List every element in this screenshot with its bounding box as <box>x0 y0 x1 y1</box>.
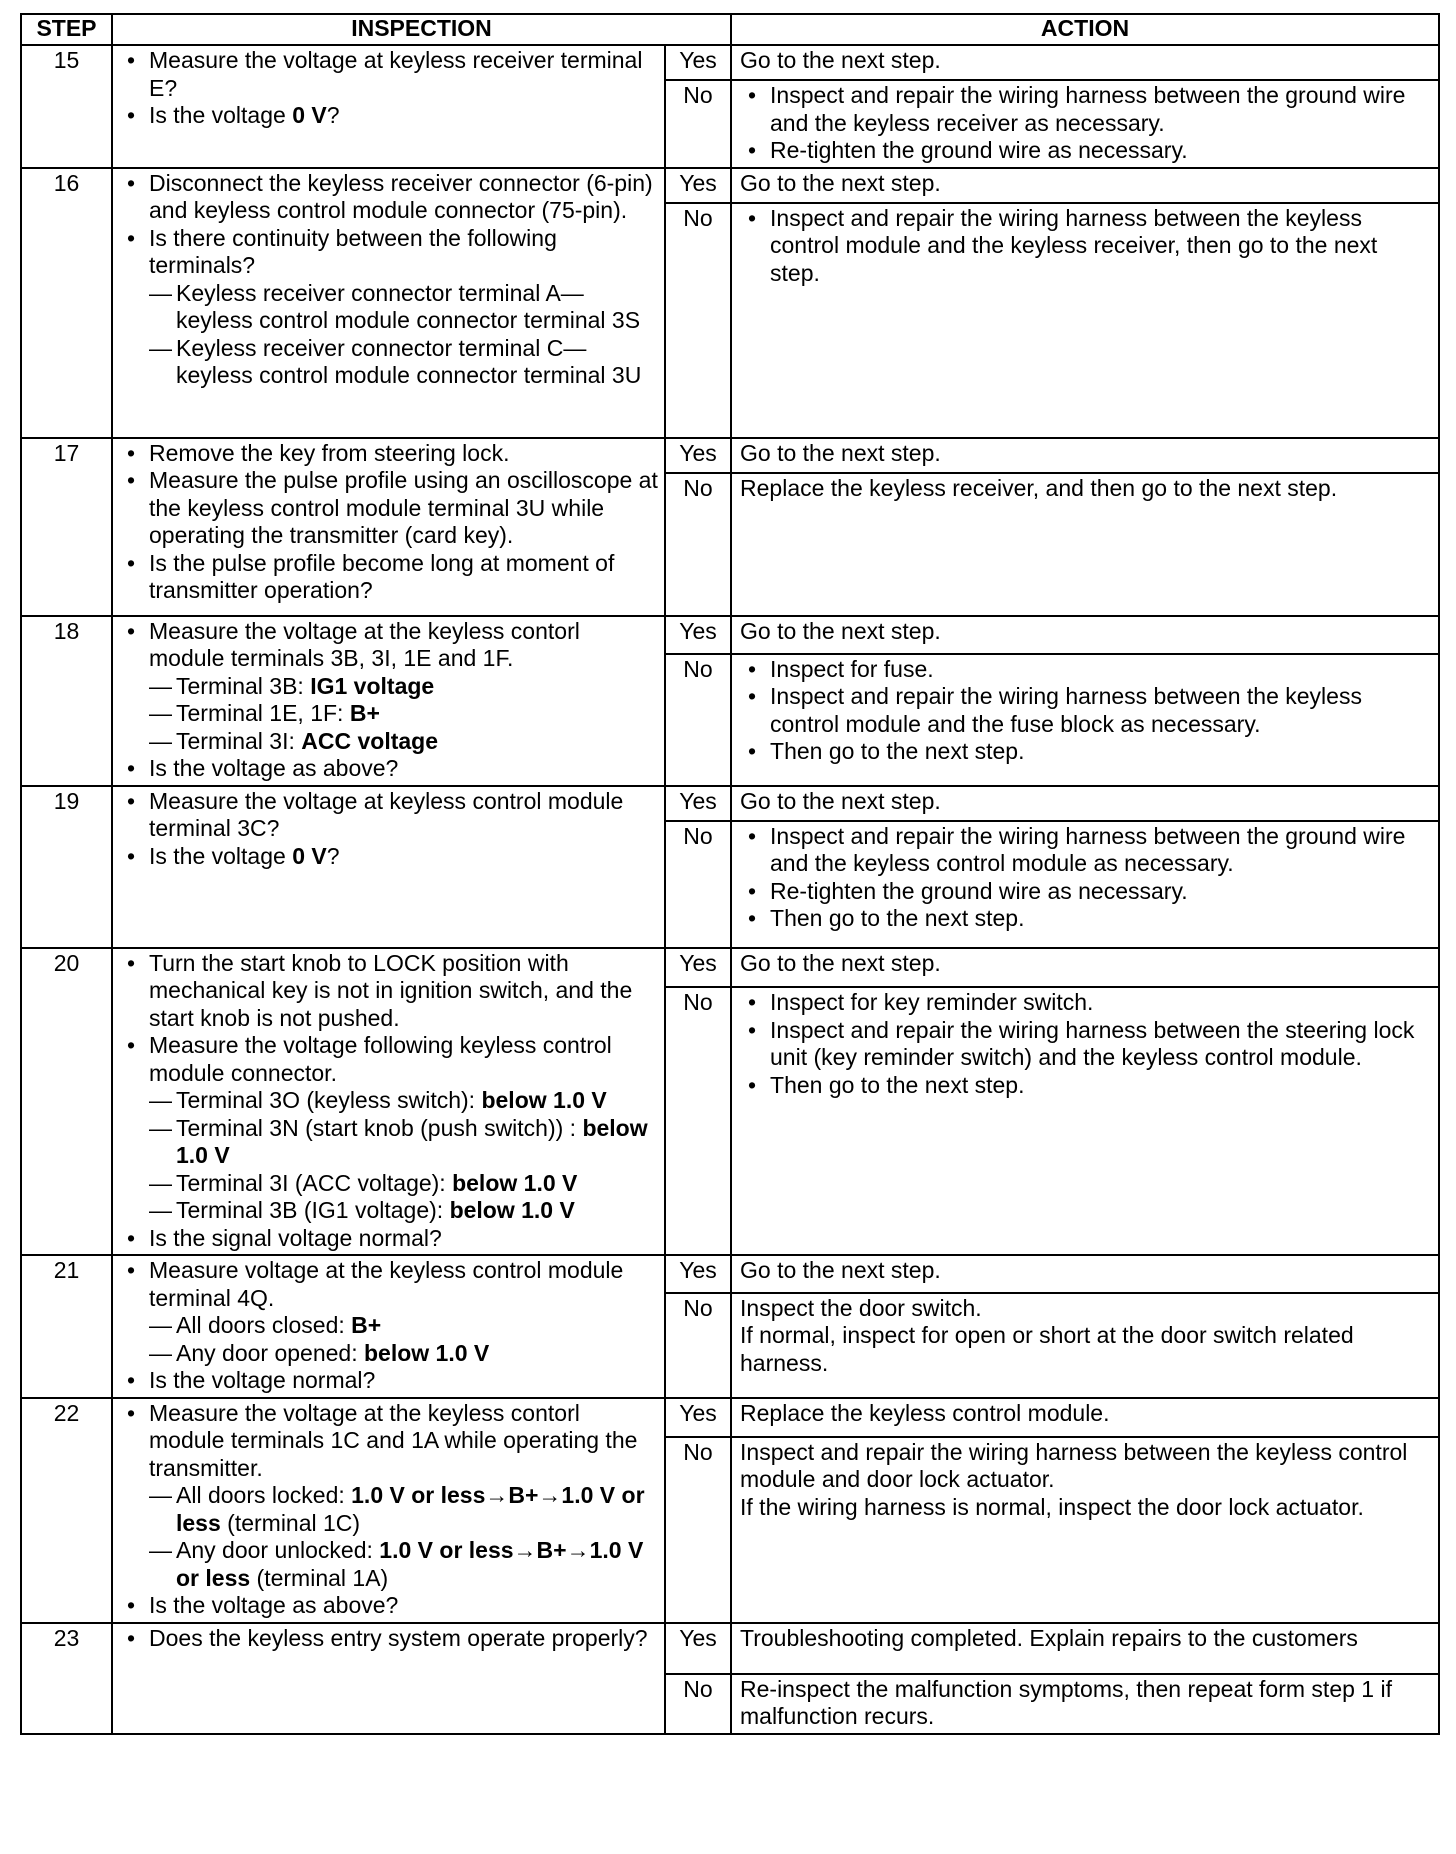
table-row <box>21 45 1439 80</box>
text-segment: 0 V <box>292 102 327 128</box>
yes-label: Yes <box>665 1255 731 1293</box>
inspection-subitem <box>119 1482 658 1537</box>
text-segment: Disconnect the keyless receiver connector (6-pin) and keyless control module connector (75-pin). <box>149 169 653 223</box>
text-segment: Is the voltage <box>149 842 293 869</box>
yes-label: Yes <box>665 786 731 821</box>
text-segment: Is the pulse profile become long at moment of transmitter operation? <box>149 549 615 603</box>
inspection-cell <box>112 168 665 438</box>
text-segment: below 1.0 V <box>176 1114 648 1168</box>
inspection-bullet <box>119 1592 658 1620</box>
text-segment: B+ <box>351 1312 382 1338</box>
header-step: STEP <box>21 14 112 45</box>
text-segment: Go to the next step. <box>740 787 941 814</box>
step-number: 21 <box>21 1255 112 1398</box>
text-segment: Measure the pulse profile using an oscilloscope at the keyless control module terminal 3U while operating the transmitter (card key). <box>149 467 658 548</box>
text-segment: All doors locked: <box>176 1482 352 1508</box>
text-segment: Terminal 3O (keyless switch): <box>176 1087 482 1113</box>
text-segment: below 1.0 V <box>449 1197 575 1223</box>
text-segment: ACC voltage <box>301 727 439 754</box>
action-text <box>740 788 1432 816</box>
table-row <box>21 1255 1439 1293</box>
step-number: 23 <box>21 1623 112 1734</box>
inspection-bullet <box>119 1225 658 1253</box>
step-number: 19 <box>21 786 112 948</box>
yes-label: Yes <box>665 948 731 988</box>
inspection-cell <box>112 786 665 948</box>
text-segment: (terminal 1C) <box>220 1509 361 1536</box>
inspection-subitem <box>119 1197 658 1225</box>
text-segment: Terminal 3I: <box>176 727 302 754</box>
inspection-bullet <box>119 1400 658 1483</box>
inspection-bullet <box>119 1625 658 1653</box>
text-segment: Replace the keyless receiver, and then go to the next step. <box>740 474 1338 501</box>
text-segment: Keyless receiver connector terminal A—keyless control module connector terminal 3S <box>176 279 641 333</box>
no-label: No <box>665 654 731 786</box>
text-segment: Remove the key from steering lock. <box>149 439 510 466</box>
inspection-bullet <box>119 47 658 102</box>
no-action <box>731 821 1439 948</box>
text-segment: Go to the next step. <box>740 47 941 73</box>
step-number: 17 <box>21 438 112 616</box>
inspection-cell <box>112 1398 665 1623</box>
action-bullet <box>740 989 1432 1017</box>
text-segment: All doors closed: <box>176 1312 352 1338</box>
no-label: No <box>665 203 731 438</box>
inspection-cell <box>112 438 665 616</box>
action-bullet <box>740 905 1432 933</box>
inspection-subitem <box>119 1340 658 1368</box>
text-segment: Go to the next step. <box>740 617 941 644</box>
header-inspection: INSPECTION <box>112 14 731 45</box>
table-row <box>21 1623 1439 1674</box>
text-segment: Go to the next step. <box>740 1257 941 1283</box>
inspection-cell <box>112 1623 665 1734</box>
table-row <box>21 1398 1439 1437</box>
troubleshooting-table <box>20 13 1440 1735</box>
inspection-subitem <box>119 673 658 701</box>
text-segment: ? <box>326 102 340 128</box>
inspection-bullet <box>119 618 658 673</box>
inspection-subitem <box>119 1170 658 1198</box>
no-label: No <box>665 473 731 616</box>
text-segment: Keyless receiver connector terminal C—keyless control module connector terminal 3U <box>176 334 642 388</box>
text-segment: below 1.0 V <box>363 1339 490 1366</box>
text-segment: ? <box>326 842 340 869</box>
text-segment: Inspect and repair the wiring harness between the keyless control module and the fuse block as necessary. <box>770 683 1362 737</box>
text-segment: Terminal 3I (ACC voltage): <box>176 1169 453 1196</box>
inspection-bullet <box>119 843 658 871</box>
yes-label: Yes <box>665 616 731 654</box>
inspection-bullet <box>119 225 658 280</box>
text-segment: Terminal 1E, 1F: <box>176 700 350 726</box>
inspection-subitem <box>119 335 658 390</box>
text-segment: Turn the start knob to LOCK position with mechanical key is not in ignition switch, and the start knob is not pushed. <box>149 949 633 1031</box>
action-text <box>740 47 1432 75</box>
text-segment: Is the voltage as above? <box>149 755 399 781</box>
no-action <box>731 473 1439 616</box>
inspection-bullet <box>119 467 658 550</box>
text-segment: Any door unlocked: <box>176 1537 380 1563</box>
no-label: No <box>665 1293 731 1398</box>
inspection-subitem <box>119 728 658 756</box>
text-segment: Any door opened: <box>176 1339 364 1366</box>
text-segment: Measure the voltage at keyless receiver terminal E? <box>149 47 643 101</box>
no-action <box>731 654 1439 786</box>
action-bullet <box>740 683 1432 738</box>
text-segment: Inspect the door switch. <box>740 1294 982 1321</box>
inspection-subitem <box>119 1115 658 1170</box>
text-segment: B+ <box>349 700 380 726</box>
table-row <box>21 616 1439 654</box>
no-action <box>731 80 1439 168</box>
action-text <box>740 1439 1432 1494</box>
yes-action <box>731 786 1439 821</box>
inspection-subitem <box>119 1312 658 1340</box>
text-segment: If the wiring harness is normal, inspect the door lock actuator. <box>740 1493 1364 1520</box>
table-body <box>21 45 1439 1734</box>
no-label: No <box>665 1674 731 1734</box>
text-segment: Is the voltage normal? <box>149 1367 376 1393</box>
text-segment: Is the voltage <box>149 102 293 128</box>
action-text <box>740 1295 1432 1323</box>
table-row <box>21 438 1439 473</box>
text-segment: Inspect for key reminder switch. <box>770 989 1094 1016</box>
header-action: ACTION <box>731 14 1439 45</box>
text-segment: If normal, inspect for open or short at the door switch related harness. <box>740 1322 1354 1376</box>
action-text <box>740 618 1432 646</box>
yes-action <box>731 168 1439 203</box>
action-text <box>740 1676 1432 1731</box>
inspection-subitem <box>119 700 658 728</box>
troubleshooting-sheet <box>20 13 1438 1735</box>
text-segment: Does the keyless entry system operate properly? <box>149 1624 648 1651</box>
action-text <box>740 440 1432 468</box>
inspection-cell <box>112 948 665 1256</box>
text-segment: Is the voltage as above? <box>149 1592 399 1618</box>
inspection-bullet <box>119 950 658 1033</box>
no-action <box>731 1437 1439 1623</box>
text-segment: Measure voltage at the keyless control module terminal 4Q. <box>149 1257 624 1311</box>
step-number: 16 <box>21 168 112 438</box>
yes-action <box>731 948 1439 988</box>
text-segment: Terminal 3B (IG1 voltage): <box>176 1197 450 1223</box>
text-segment: Then go to the next step. <box>770 1071 1025 1098</box>
text-segment: Inspect and repair the wiring harness between the ground wire and the keyless receiver as necessary. <box>770 82 1406 136</box>
text-segment: Troubleshooting completed. Explain repairs to the customers <box>740 1624 1358 1651</box>
step-number: 20 <box>21 948 112 1256</box>
inspection-cell <box>112 1255 665 1398</box>
text-segment: 1.0 V or less→B+→1.0 V or less <box>176 1537 644 1591</box>
action-bullet <box>740 1017 1432 1072</box>
no-action <box>731 1674 1439 1734</box>
inspection-subitem <box>119 1537 658 1592</box>
text-segment: Measure the voltage at keyless control module terminal 3C? <box>149 787 624 841</box>
text-segment: Measure the voltage at the keyless contorl module terminals 1C and 1A while operating the transmitter. <box>149 1399 638 1481</box>
text-segment: Re-tighten the ground wire as necessary. <box>770 877 1188 904</box>
text-segment: Measure the voltage following keyless control module connector. <box>149 1032 612 1086</box>
inspection-cell <box>112 616 665 786</box>
table-row <box>21 948 1439 988</box>
action-bullet <box>740 137 1432 165</box>
action-bullet <box>740 205 1432 288</box>
no-label: No <box>665 821 731 948</box>
step-number: 18 <box>21 616 112 786</box>
text-segment: Inspect for fuse. <box>770 655 934 682</box>
action-text <box>740 1400 1432 1428</box>
yes-action <box>731 438 1439 473</box>
text-segment: Go to the next step. <box>740 439 941 466</box>
action-text <box>740 1494 1432 1522</box>
action-text <box>740 1625 1432 1653</box>
step-number: 22 <box>21 1398 112 1623</box>
no-label: No <box>665 80 731 168</box>
inspection-bullet <box>119 170 658 225</box>
no-action <box>731 1293 1439 1398</box>
text-segment: Go to the next step. <box>740 169 941 196</box>
text-segment: Inspect and repair the wiring harness between the ground wire and the keyless control module as necessary. <box>770 822 1406 876</box>
no-action <box>731 987 1439 1255</box>
action-bullet <box>740 738 1432 766</box>
text-segment: Inspect and repair the wiring harness between the keyless control module and door lock actuator. <box>740 1438 1408 1493</box>
no-label: No <box>665 987 731 1255</box>
text-segment: Terminal 3N (start knob (push switch)) : <box>176 1114 583 1141</box>
header-row <box>21 14 1439 45</box>
inspection-bullet <box>119 788 658 843</box>
yes-label: Yes <box>665 1623 731 1674</box>
inspection-bullet <box>119 1367 658 1395</box>
inspection-subitem <box>119 280 658 335</box>
yes-label: Yes <box>665 45 731 80</box>
text-segment: (terminal 1A) <box>250 1564 389 1591</box>
yes-action <box>731 1623 1439 1674</box>
no-label: No <box>665 1437 731 1623</box>
text-segment: below 1.0 V <box>481 1087 607 1113</box>
yes-label: Yes <box>665 438 731 473</box>
text-segment: Then go to the next step. <box>770 905 1025 931</box>
text-segment: Is there continuity between the following terminals? <box>149 224 557 278</box>
inspection-bullet <box>119 755 658 783</box>
text-segment: Replace the keyless control module. <box>740 1399 1110 1426</box>
text-segment: 0 V <box>292 842 327 869</box>
inspection-bullet <box>119 550 658 605</box>
action-bullet <box>740 82 1432 137</box>
action-bullet <box>740 1072 1432 1100</box>
action-bullet <box>740 878 1432 906</box>
action-text <box>740 1257 1432 1285</box>
text-segment: Measure the voltage at the keyless contorl module terminals 3B, 3I, 1E and 1F. <box>149 617 580 671</box>
text-segment: Is the signal voltage normal? <box>149 1224 442 1251</box>
table-row <box>21 168 1439 203</box>
yes-action <box>731 1255 1439 1293</box>
action-text <box>740 1322 1432 1377</box>
yes-action <box>731 45 1439 80</box>
text-segment: Re-inspect the malfunction symptoms, then repeat form step 1 if malfunction recurs. <box>740 1675 1392 1729</box>
action-text <box>740 475 1432 503</box>
action-text <box>740 950 1432 978</box>
step-number: 15 <box>21 45 112 168</box>
text-segment: Inspect and repair the wiring harness between the steering lock unit (key reminder switch) and the keyless control module. <box>770 1016 1415 1071</box>
action-bullet <box>740 656 1432 684</box>
inspection-subitem <box>119 1087 658 1115</box>
text-segment: Terminal 3B: <box>176 672 311 699</box>
text-segment: below 1.0 V <box>452 1169 578 1196</box>
text-segment: Go to the next step. <box>740 949 941 976</box>
action-text <box>740 170 1432 198</box>
text-segment: IG1 voltage <box>310 672 435 699</box>
table-row <box>21 786 1439 821</box>
text-segment: Inspect and repair the wiring harness between the keyless control module and the keyless receiver, then go to the next step. <box>770 204 1378 286</box>
action-bullet <box>740 823 1432 878</box>
inspection-bullet <box>119 102 658 130</box>
inspection-cell <box>112 45 665 168</box>
inspection-bullet <box>119 1032 658 1087</box>
text-segment: Then go to the next step. <box>770 738 1025 765</box>
inspection-bullet <box>119 1257 658 1312</box>
text-segment: Re-tighten the ground wire as necessary. <box>770 137 1188 163</box>
no-action <box>731 203 1439 438</box>
inspection-bullet <box>119 440 658 468</box>
yes-label: Yes <box>665 168 731 203</box>
text-segment: 1.0 V or less→B+→1.0 V or less <box>176 1482 645 1536</box>
yes-action <box>731 1398 1439 1437</box>
yes-action <box>731 616 1439 654</box>
yes-label: Yes <box>665 1398 731 1437</box>
